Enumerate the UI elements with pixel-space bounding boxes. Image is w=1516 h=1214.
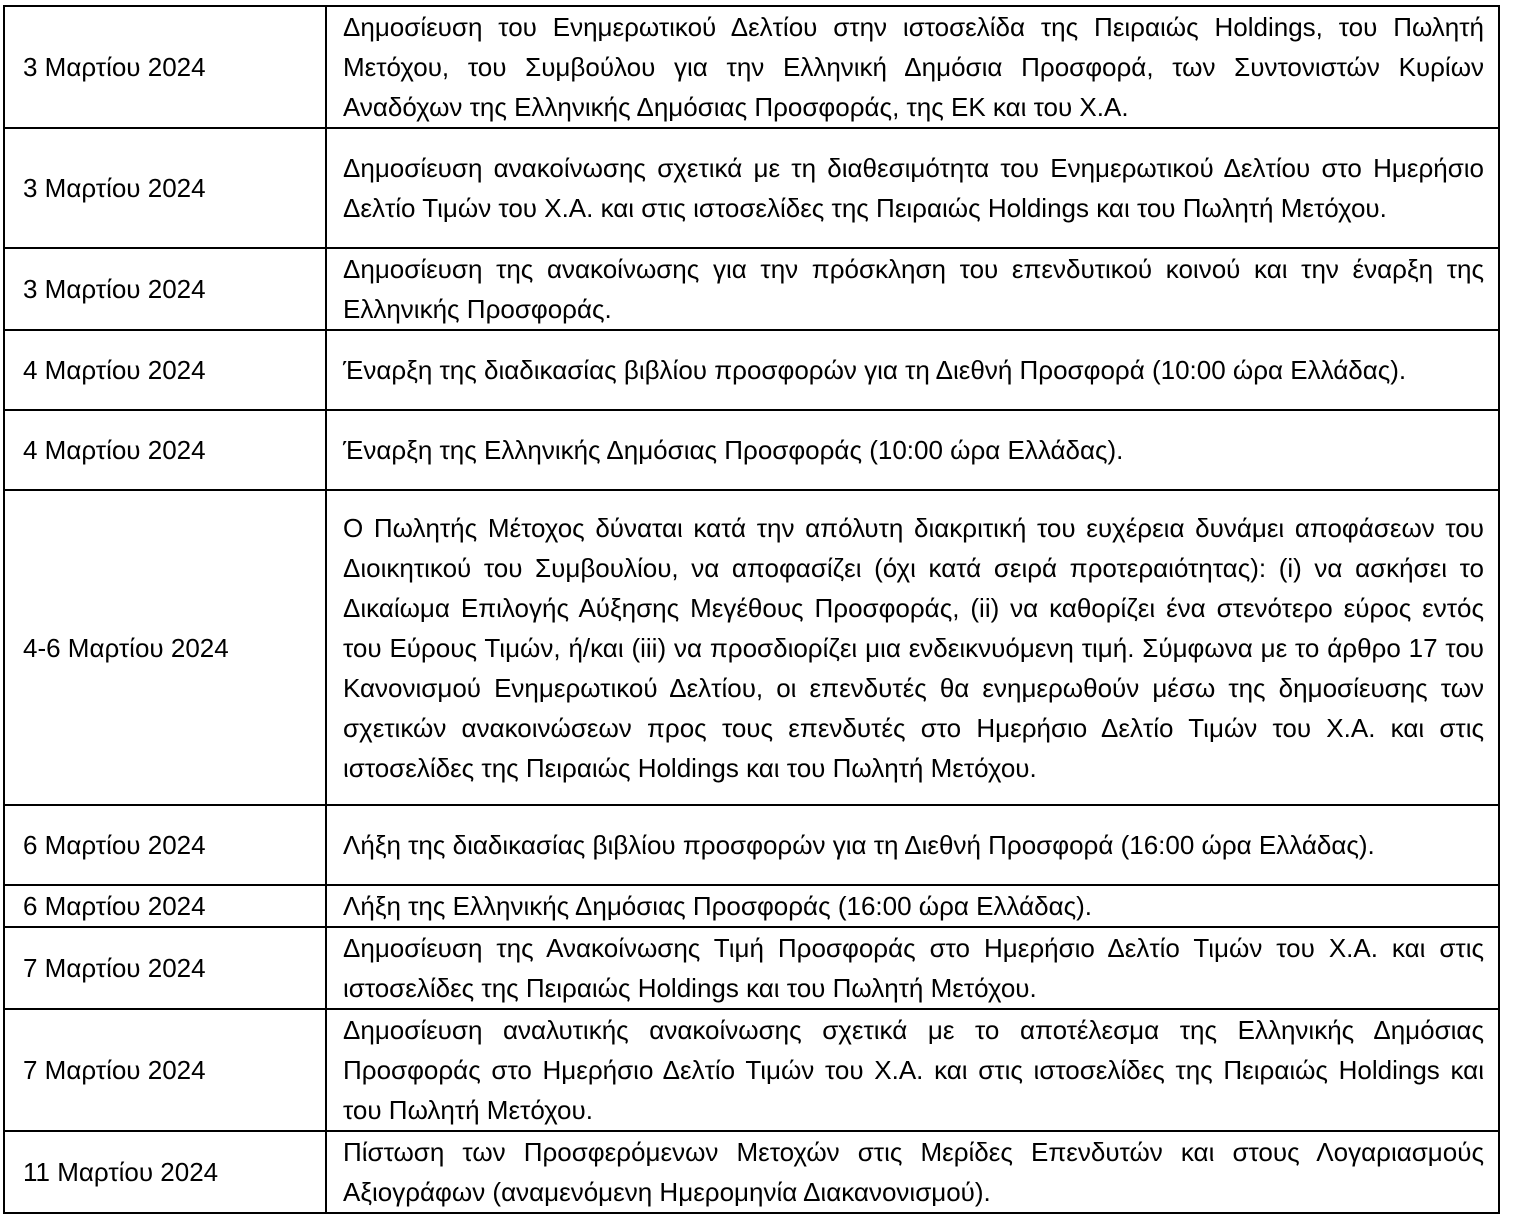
date-cell: 6 Μαρτίου 2024 [4,805,326,885]
description-cell: Έναρξη της Ελληνικής Δημόσιας Προσφοράς (10:00 ώρα Ελλάδας). [326,410,1499,490]
table-row [4,330,1499,410]
description-cell: Λήξη της διαδικασίας βιβλίου προσφορών για τη Διεθνή Προσφορά (16:00 ώρα Ελλάδας). [326,805,1499,885]
offering-timetable [3,5,1500,1214]
date-cell: 4 Μαρτίου 2024 [4,410,326,490]
description-cell: Δημοσίευση αναλυτικής ανακοίνωσης σχετικά με το αποτέλεσμα της Ελληνικής Δημόσιας Προσφοράς στο Ημερήσιο Δελτίο Τιμών του Χ.Α. και στις ιστοσελίδες της Πειραιώς Holdings και του Πωλητή Μετόχου. [326,1009,1499,1131]
date-cell: 7 Μαρτίου 2024 [4,1009,326,1131]
date-cell: 4 Μαρτίου 2024 [4,330,326,410]
description-cell: Δημοσίευση της ανακοίνωσης για την πρόσκληση του επενδυτικού κοινού και την έναρξη της Ελληνικής Προσφοράς. [326,248,1499,330]
table-row [4,927,1499,1009]
table-row [4,1009,1499,1131]
table-row [4,490,1499,805]
table-row [4,410,1499,490]
date-cell: 6 Μαρτίου 2024 [4,885,326,927]
date-cell: 3 Μαρτίου 2024 [4,128,326,248]
date-cell: 3 Μαρτίου 2024 [4,6,326,128]
date-cell: 3 Μαρτίου 2024 [4,248,326,330]
description-cell: Δημοσίευση ανακοίνωσης σχετικά με τη διαθεσιμότητα του Ενημερωτικού Δελτίου στο Ημερήσιο Δελτίο Τιμών του Χ.Α. και στις ιστοσελίδες της Πειραιώς Holdings και του Πωλητή Μετόχου. [326,128,1499,248]
description-cell: Έναρξη της διαδικασίας βιβλίου προσφορών για τη Διεθνή Προσφορά (10:00 ώρα Ελλάδας). [326,330,1499,410]
table-row [4,248,1499,330]
description-cell: Ο Πωλητής Μέτοχος δύναται κατά την απόλυτη διακριτική του ευχέρεια δυνάμει αποφάσεων του Διοικητικού του Συμβουλίου, να αποφασίζει (όχι κατά σειρά προτεραιότητας): (i) να ασκήσει το Δικαίωμα Επιλογής Αύξησης Μεγέθους Προσφοράς, (ii) να καθορίζει ένα στενότερο εύρος εντός του Εύρους Τιμών, ή/και (iii) να προσδιορίζει μια ενδεικνυόμενη τιμή. Σύμφωνα με το άρθρο 17 του Κανονισμού Ενημερωτικού Δελτίου, οι επενδυτές θα ενημερωθούν μέσω της δημοσίευσης των σχετικών ανακοινώσεων προς τους επενδυτές στο Ημερήσιο Δελτίο Τιμών του Χ.Α. και στις ιστοσελίδες της Πειραιώς Holdings και του Πωλητή Μετόχου. [326,490,1499,805]
table-row [4,805,1499,885]
table-row [4,885,1499,927]
description-cell: Πίστωση των Προσφερόμενων Μετοχών στις Μερίδες Επενδυτών και στους Λογαριασμούς Αξιογράφων (αναμενόμενη Ημερομηνία Διακανονισμού). [326,1131,1499,1213]
description-cell: Λήξη της Ελληνικής Δημόσιας Προσφοράς (16:00 ώρα Ελλάδας). [326,885,1499,927]
date-cell: 4-6 Μαρτίου 2024 [4,490,326,805]
description-cell: Δημοσίευση του Ενημερωτικού Δελτίου στην ιστοσελίδα της Πειραιώς Holdings, του Πωλητή Μετόχου, του Συμβούλου για την Ελληνική Δημόσια Προσφορά, των Συντονιστών Κυρίων Αναδόχων της Ελληνικής Δημόσιας Προσφοράς, της ΕΚ και του Χ.Α. [326,6,1499,128]
table-row [4,1131,1499,1213]
date-cell: 11 Μαρτίου 2024 [4,1131,326,1213]
table-row [4,128,1499,248]
description-cell: Δημοσίευση της Ανακοίνωσης Τιμή Προσφοράς στο Ημερήσιο Δελτίο Τιμών του Χ.Α. και στις ιστοσελίδες της Πειραιώς Holdings και του Πωλητή Μετόχου. [326,927,1499,1009]
date-cell: 7 Μαρτίου 2024 [4,927,326,1009]
table-row [4,6,1499,128]
